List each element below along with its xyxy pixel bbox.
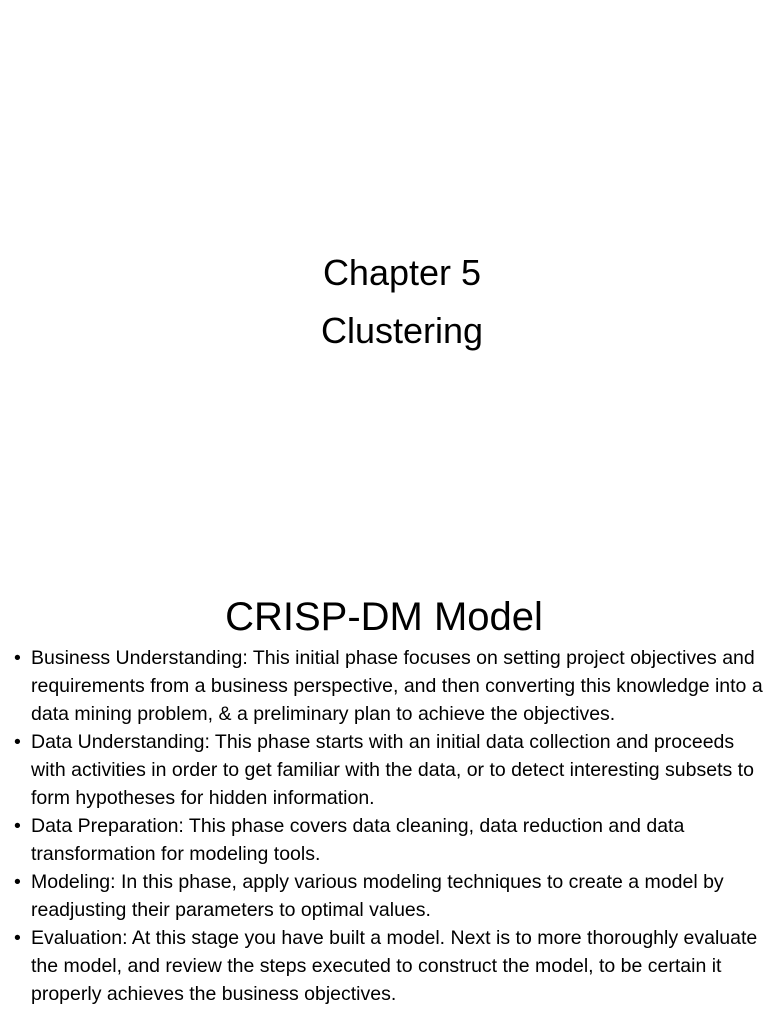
bullet-dot-icon: • bbox=[14, 815, 21, 837]
bullet-modeling bbox=[14, 868, 764, 924]
bullet-data-preparation bbox=[14, 812, 764, 868]
crisp-dm-slide bbox=[0, 580, 768, 1024]
bullet-text: Business Understanding: This initial phase focuses on setting project objectives and requirements from a business perspective, and then converting this knowledge into a data mining problem, & a preliminary plan to achieve the objectives. bbox=[31, 647, 763, 725]
chapter-heading: Chapter 5 bbox=[322, 252, 482, 293]
bullet-text: Evaluation: At this stage you have built a model. Next is to more thoroughly evaluate the model, and review the steps executed to construct the model, to be certain it properly achieves the business objectives. bbox=[31, 927, 758, 1005]
slide-title: CRISP-DM Model bbox=[225, 595, 543, 639]
bullet-text: Data Preparation: This phase covers data cleaning, data reduction and data transformation for modeling tools. bbox=[31, 815, 685, 865]
bullet-business-understanding bbox=[14, 644, 764, 728]
bullet-dot-icon: • bbox=[14, 647, 21, 669]
bullet-text: Modeling: In this phase, apply various modeling techniques to create a model by readjusting their parameters to optimal values. bbox=[31, 871, 724, 921]
title-block bbox=[0, 244, 768, 360]
bullet-dot-icon: • bbox=[14, 731, 21, 753]
bullet-evaluation bbox=[14, 924, 764, 1008]
bullet-dot-icon: • bbox=[14, 871, 21, 893]
bullet-dot-icon: • bbox=[14, 927, 21, 949]
bullet-text: Data Understanding: This phase starts with an initial data collection and proceeds with activities in order to get familiar with the data, or to detect interesting subsets to form hypotheses for hidden information. bbox=[31, 731, 754, 809]
bullet-data-understanding bbox=[14, 728, 764, 812]
bullet-list bbox=[14, 644, 764, 1008]
chapter-subtitle: Clustering bbox=[320, 310, 484, 351]
